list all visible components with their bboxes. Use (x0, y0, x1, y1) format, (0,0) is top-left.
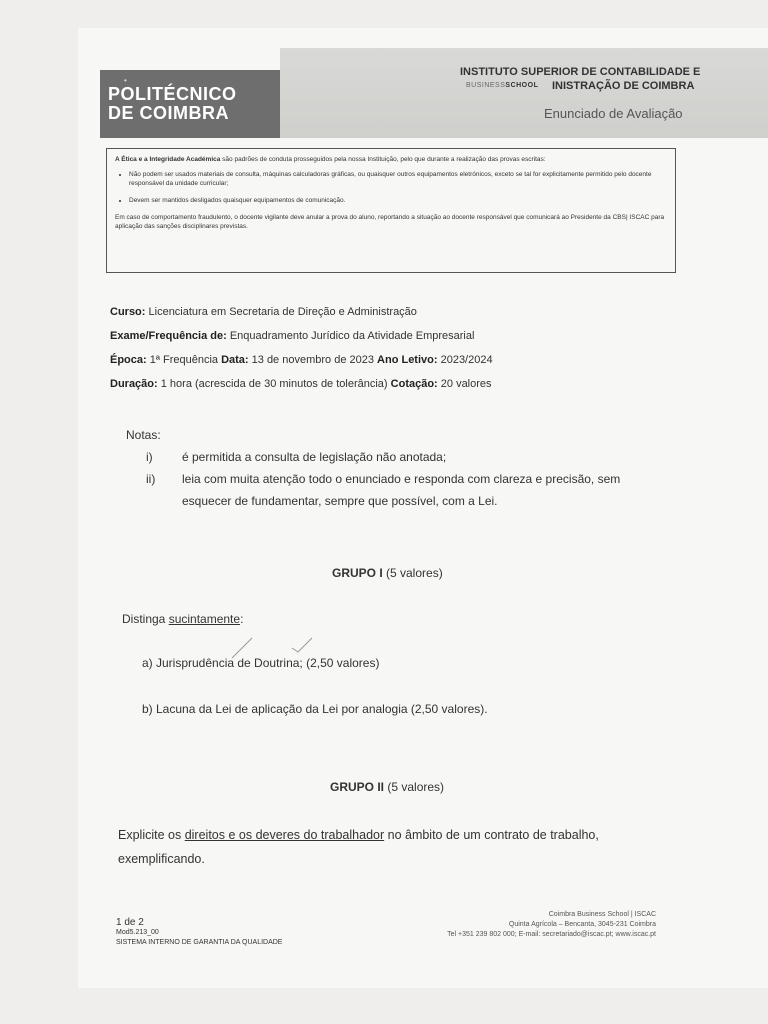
notice-closing: Em caso de comportamento fraudulento, o docente vigilante deve anular a prova do aluno, reportando a situação ao docente responsável que comunicará ao Presidente da CBS| ISCAC para aplicação das sanções disciplinares previstas. (115, 214, 665, 230)
notice-intro-bold: A Ética e a Integridade Académica (115, 156, 221, 163)
group-1-title: GRUPO I (5 valores) (332, 566, 443, 580)
note-marker: i) (146, 450, 153, 464)
institute-name-line-1: INSTITUTO SUPERIOR DE CONTABILIDADE E (460, 66, 701, 78)
politecnico-logo (100, 70, 280, 138)
footer-right (420, 910, 656, 940)
page-number: 1 de 2 (116, 917, 144, 928)
group-2-title: GRUPO II (5 valores) (330, 780, 445, 794)
notice-intro: são padrões de conduta prosseguidos pela nossa Instituição, pelo que durante a realização das provas escritas: (220, 156, 546, 163)
question-a: a) Jurisprudência de Doutrina; (2,50 valores) (142, 656, 380, 670)
logo-mark-icon: • (124, 76, 127, 85)
logo-line-1: POLITÉCNICO (108, 84, 237, 104)
group-2-question: Explicite os direitos e os deveres do trabalhador no âmbito de um contrato de trabalho, (118, 828, 599, 842)
document-type-title: Enunciado de Avaliação (544, 106, 683, 121)
group-1-prompt: Distinga sucintamente: (122, 612, 244, 626)
notes-title: Notas: (126, 428, 161, 442)
academic-integrity-notice (106, 148, 676, 273)
note-marker: ii) (146, 472, 156, 486)
question-b: b) Lacuna da Lei de aplicação da Lei por analogia (2,50 valores). (142, 702, 488, 716)
note-text: é permitida a consulta de legislação não anotada; (182, 450, 447, 464)
group-2-question-continuation: exemplificando. (118, 852, 205, 866)
footer-address: Quinta Agrícola – Bencanta, 3045-231 Coimbra (508, 921, 656, 928)
business-school-label: BUSINESSSCHOOL (466, 82, 539, 89)
header-band (280, 48, 768, 138)
form-code: Mod5.213_00 (116, 929, 159, 936)
quality-system-label: SISTEMA INTERNO DE GARANTIA DA QUALIDADE (116, 939, 283, 946)
logo-line-2: DE COIMBRA (108, 103, 229, 123)
course-line: Curso: Licenciatura em Secretaria de Direção e Administração (110, 306, 417, 318)
exam-line: Exame/Frequência de: Enquadramento Jurídico da Atividade Empresarial (110, 330, 475, 342)
note-text-continuation: esquecer de fundamentar, sempre que possível, com a Lei. (182, 494, 498, 508)
footer-left (116, 918, 282, 948)
footer-school: Coimbra Business School | ISCAC (548, 911, 656, 918)
note-text: leia com muita atenção todo o enunciado e responda com clareza e precisão, sem (182, 472, 621, 486)
notice-bullet: • Não podem ser usados materiais de consulta, máquinas calculadoras gráficas, ou quaisquer outros equipamentos eletrónicos, exceto se tal for explicitamente permitido pelo docente responsável da unidade curricular; (129, 170, 667, 188)
period-date-line: Época: 1ª Frequência Data: 13 de novembro de 2023 Ano Letivo: 2023/2024 (110, 354, 493, 366)
duration-line: Duração: 1 hora (acrescida de 30 minutos de tolerância) Cotação: 20 valores (110, 378, 492, 390)
institute-name-line-2: INISTRAÇÃO DE COIMBRA (552, 80, 695, 92)
footer-contact: Tel +351 239 802 000; E-mail: secretariado@iscac.pt; www.iscac.pt (447, 931, 656, 938)
notice-bullet: • Devem ser mantidos desligados quaisquer equipamentos de comunicação. (129, 196, 667, 205)
